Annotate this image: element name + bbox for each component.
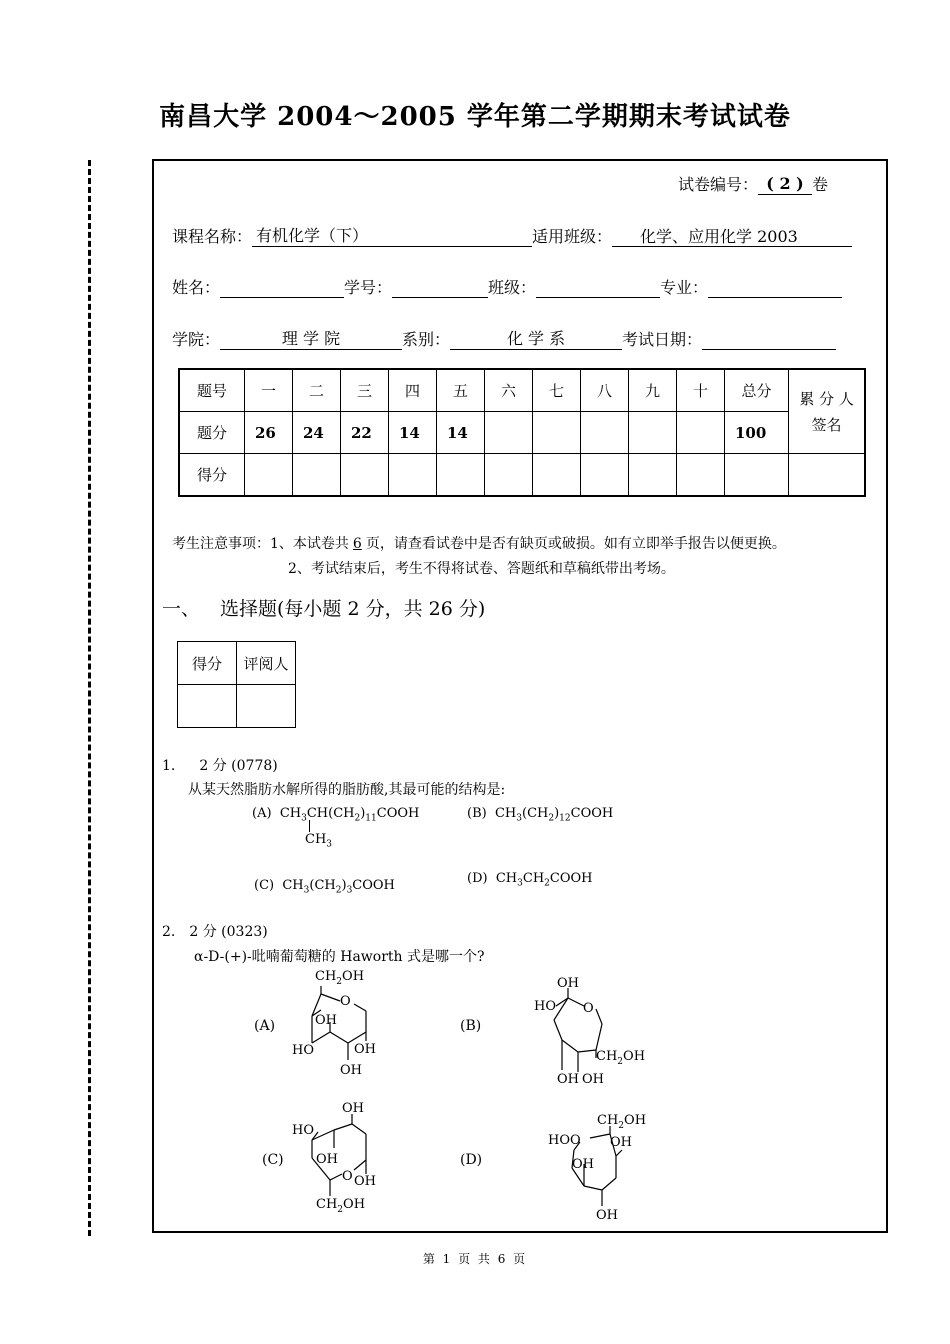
major-field[interactable]: [708, 277, 842, 298]
class-value: 化学、应用化学 2003: [612, 227, 852, 247]
question-points: [677, 412, 725, 454]
q1-b-formula: $CH_3(CH_2)_{12}COOH$: [494, 806, 614, 824]
notes-pages: 6: [352, 536, 362, 552]
q2-stem: α-D-(+)-吡喃葡萄糖的 Haworth 式是哪一个?: [194, 949, 485, 965]
page-footer: 第 1 页 共 6 页: [422, 1252, 528, 1266]
earned-label: 得分: [179, 454, 245, 497]
question-number-label: 题号: [179, 369, 245, 412]
q2-b-oh-top: OH: [557, 976, 579, 991]
question-number: 六: [485, 369, 533, 412]
q2-a-ch2oh: $CH_2OH$: [315, 969, 365, 987]
question-number: 一: [245, 369, 293, 412]
q1-a-branch: $CH_3$: [305, 832, 333, 850]
q1-option-c: [254, 878, 395, 896]
section1-title: 选择题(每小题 2 分，共 26 分): [220, 598, 486, 620]
q1-number: 1.: [162, 758, 176, 774]
grader-score-cell[interactable]: [178, 685, 237, 728]
q2-b-ch2oh: $CH_2OH$: [596, 1049, 646, 1067]
q1-meta: 2 分 (0778): [199, 758, 278, 774]
total-points: 100: [725, 412, 789, 454]
school-row: [172, 327, 836, 350]
stclass-field[interactable]: [536, 277, 660, 298]
question-points: [581, 412, 629, 454]
q2-c-oh1: OH: [316, 1152, 338, 1167]
q2-structure-a: [288, 964, 388, 1080]
exam-number: [678, 172, 828, 195]
question-number: 九: [629, 369, 677, 412]
grader-table: [177, 641, 296, 728]
notes-suffix: 页，请查看试卷中是否有缺页或破损。如有立即举手报告以便更换。: [365, 536, 786, 552]
question-number: 五: [437, 369, 485, 412]
q2-c-ho: HO: [292, 1123, 314, 1138]
college-value: 理 学 院: [220, 329, 402, 350]
grader-reviewer-cell[interactable]: [237, 685, 296, 728]
q2-b-oh2: OH: [582, 1072, 604, 1087]
section1-heading: [162, 594, 485, 621]
q1-option-d: [467, 871, 593, 889]
score-table: [178, 368, 866, 497]
course-row: [172, 224, 852, 247]
points-label: 题分: [179, 412, 245, 454]
points-row: [179, 412, 865, 454]
question-number: 七: [533, 369, 581, 412]
question-points: 22: [341, 412, 389, 454]
q2-label-d: (D): [460, 1152, 483, 1168]
earned-cell[interactable]: [629, 454, 677, 497]
q1-c-formula: $CH_3(CH_2)_3COOH$: [282, 878, 395, 896]
q2-c-ch2oh: $CH_2OH$: [316, 1197, 366, 1215]
earned-cell[interactable]: [293, 454, 341, 497]
question-points: [485, 412, 533, 454]
id-label: 学号：: [344, 278, 393, 297]
earned-cell[interactable]: [389, 454, 437, 497]
binding-dashed-line: [88, 160, 91, 1236]
q1-a-branch-bond: [309, 820, 310, 832]
earned-cell[interactable]: [533, 454, 581, 497]
earned-row: [179, 454, 865, 497]
q2-b-ring-o: O: [583, 1001, 594, 1016]
stclass-label: 班级：: [488, 278, 537, 297]
q2-number: 2.: [162, 924, 176, 940]
id-field[interactable]: [392, 277, 488, 298]
notes-line1: [172, 533, 786, 553]
q2-a-ho: HO: [292, 1043, 314, 1058]
section1-number: 一、: [162, 598, 201, 620]
q2-d-oh1: OH: [610, 1135, 632, 1150]
earned-cell[interactable]: [677, 454, 725, 497]
q1-d-formula: $CH_3CH_2COOH$: [495, 871, 593, 889]
signer-line2: 签名: [811, 415, 842, 434]
earned-cell[interactable]: [485, 454, 533, 497]
q2-c-ring-o: O: [342, 1169, 353, 1184]
q2-b-oh1: OH: [557, 1072, 579, 1087]
q2-d-oh2: OH: [572, 1157, 594, 1172]
question-number: 八: [581, 369, 629, 412]
earned-cell[interactable]: [581, 454, 629, 497]
college-label: 学院：: [172, 330, 221, 349]
q2-c-oh2: OH: [354, 1174, 376, 1189]
q2-structure-c: [288, 1096, 398, 1220]
question-number: 十: [677, 369, 725, 412]
date-label: 考试日期：: [622, 330, 703, 349]
q2-a-oh3: OH: [340, 1063, 362, 1078]
signer-cell: [789, 369, 866, 454]
q1-stem: 从某天然脂肪水解所得的脂肪酸,其最可能的结构是:: [188, 782, 506, 798]
question-points: 14: [389, 412, 437, 454]
q1-d-label: (D): [467, 871, 488, 886]
notes-line2: 2、考试结束后，考生不得将试卷、答题纸和草稿纸带出考场。: [288, 561, 675, 577]
score-header-row: [179, 369, 865, 412]
exam-number-value: ( 2 ): [758, 174, 812, 195]
q2-b-ho: HO: [534, 999, 556, 1014]
question-number: 二: [293, 369, 341, 412]
dept-value: 化 学 系: [450, 329, 622, 350]
q1-b-label: (B): [467, 806, 487, 821]
q2-d-ring-o: O: [570, 1133, 581, 1148]
earned-cell[interactable]: [437, 454, 485, 497]
q2-d-ch2oh: $CH_2OH$: [597, 1113, 647, 1131]
student-row: [172, 275, 842, 298]
q2-a-ring-o: O: [340, 994, 351, 1009]
exam-number-suffix: 卷: [812, 175, 829, 194]
dept-label: 系别：: [402, 330, 451, 349]
q2-header: [162, 921, 268, 941]
q2-label-a: (A): [254, 1018, 276, 1034]
q1-option-b: [467, 806, 613, 824]
q2-structure-b: [532, 970, 652, 1090]
class-label: 适用班级：: [532, 227, 613, 246]
q1-c-label: (C): [254, 878, 275, 893]
grader-reviewer-label: 评阅人: [237, 642, 296, 685]
total-label: 总分: [725, 369, 789, 412]
earned-total-cell[interactable]: [725, 454, 789, 497]
name-label: 姓名：: [172, 278, 221, 297]
q2-a-oh2: OH: [354, 1042, 376, 1057]
course-value: 有机化学（下）: [252, 226, 532, 247]
earned-cell[interactable]: [341, 454, 389, 497]
signer-sign-cell[interactable]: [789, 454, 866, 497]
notes-prefix: 考生注意事项：1、本试卷共: [172, 536, 349, 552]
q1-a-formula: $CH_3CH(CH_2)_{11}COOH$: [279, 806, 420, 824]
signer-line1: 累 分 人: [799, 389, 854, 408]
q1-header: [162, 755, 278, 775]
major-label: 专业：: [660, 278, 709, 297]
q2-c-oh-top: OH: [342, 1101, 364, 1116]
question-points: 26: [245, 412, 293, 454]
course-label: 课程名称：: [172, 227, 253, 246]
q2-d-ho: HO: [548, 1133, 570, 1148]
earned-cell[interactable]: [245, 454, 293, 497]
exam-number-label: 试卷编号：: [678, 175, 759, 194]
question-points: [629, 412, 677, 454]
exam-title: 南昌大学 2004～2005 学年第二学期期末考试试卷: [159, 102, 791, 132]
date-field[interactable]: [702, 329, 836, 350]
q2-a-oh1: OH: [315, 1013, 337, 1028]
q2-structure-d: [544, 1108, 674, 1224]
q1-option-a: [252, 806, 419, 824]
q1-a-label: (A): [252, 806, 272, 821]
q2-label-b: (B): [460, 1018, 482, 1034]
q2-meta: 2 分 (0323): [189, 924, 268, 940]
q2-d-oh3: OH: [596, 1208, 618, 1223]
q2-label-c: (C): [262, 1152, 284, 1168]
name-field[interactable]: [220, 277, 344, 298]
question-points: 24: [293, 412, 341, 454]
question-points: 14: [437, 412, 485, 454]
question-number: 三: [341, 369, 389, 412]
grader-score-label: 得分: [178, 642, 237, 685]
question-points: [533, 412, 581, 454]
question-number: 四: [389, 369, 437, 412]
